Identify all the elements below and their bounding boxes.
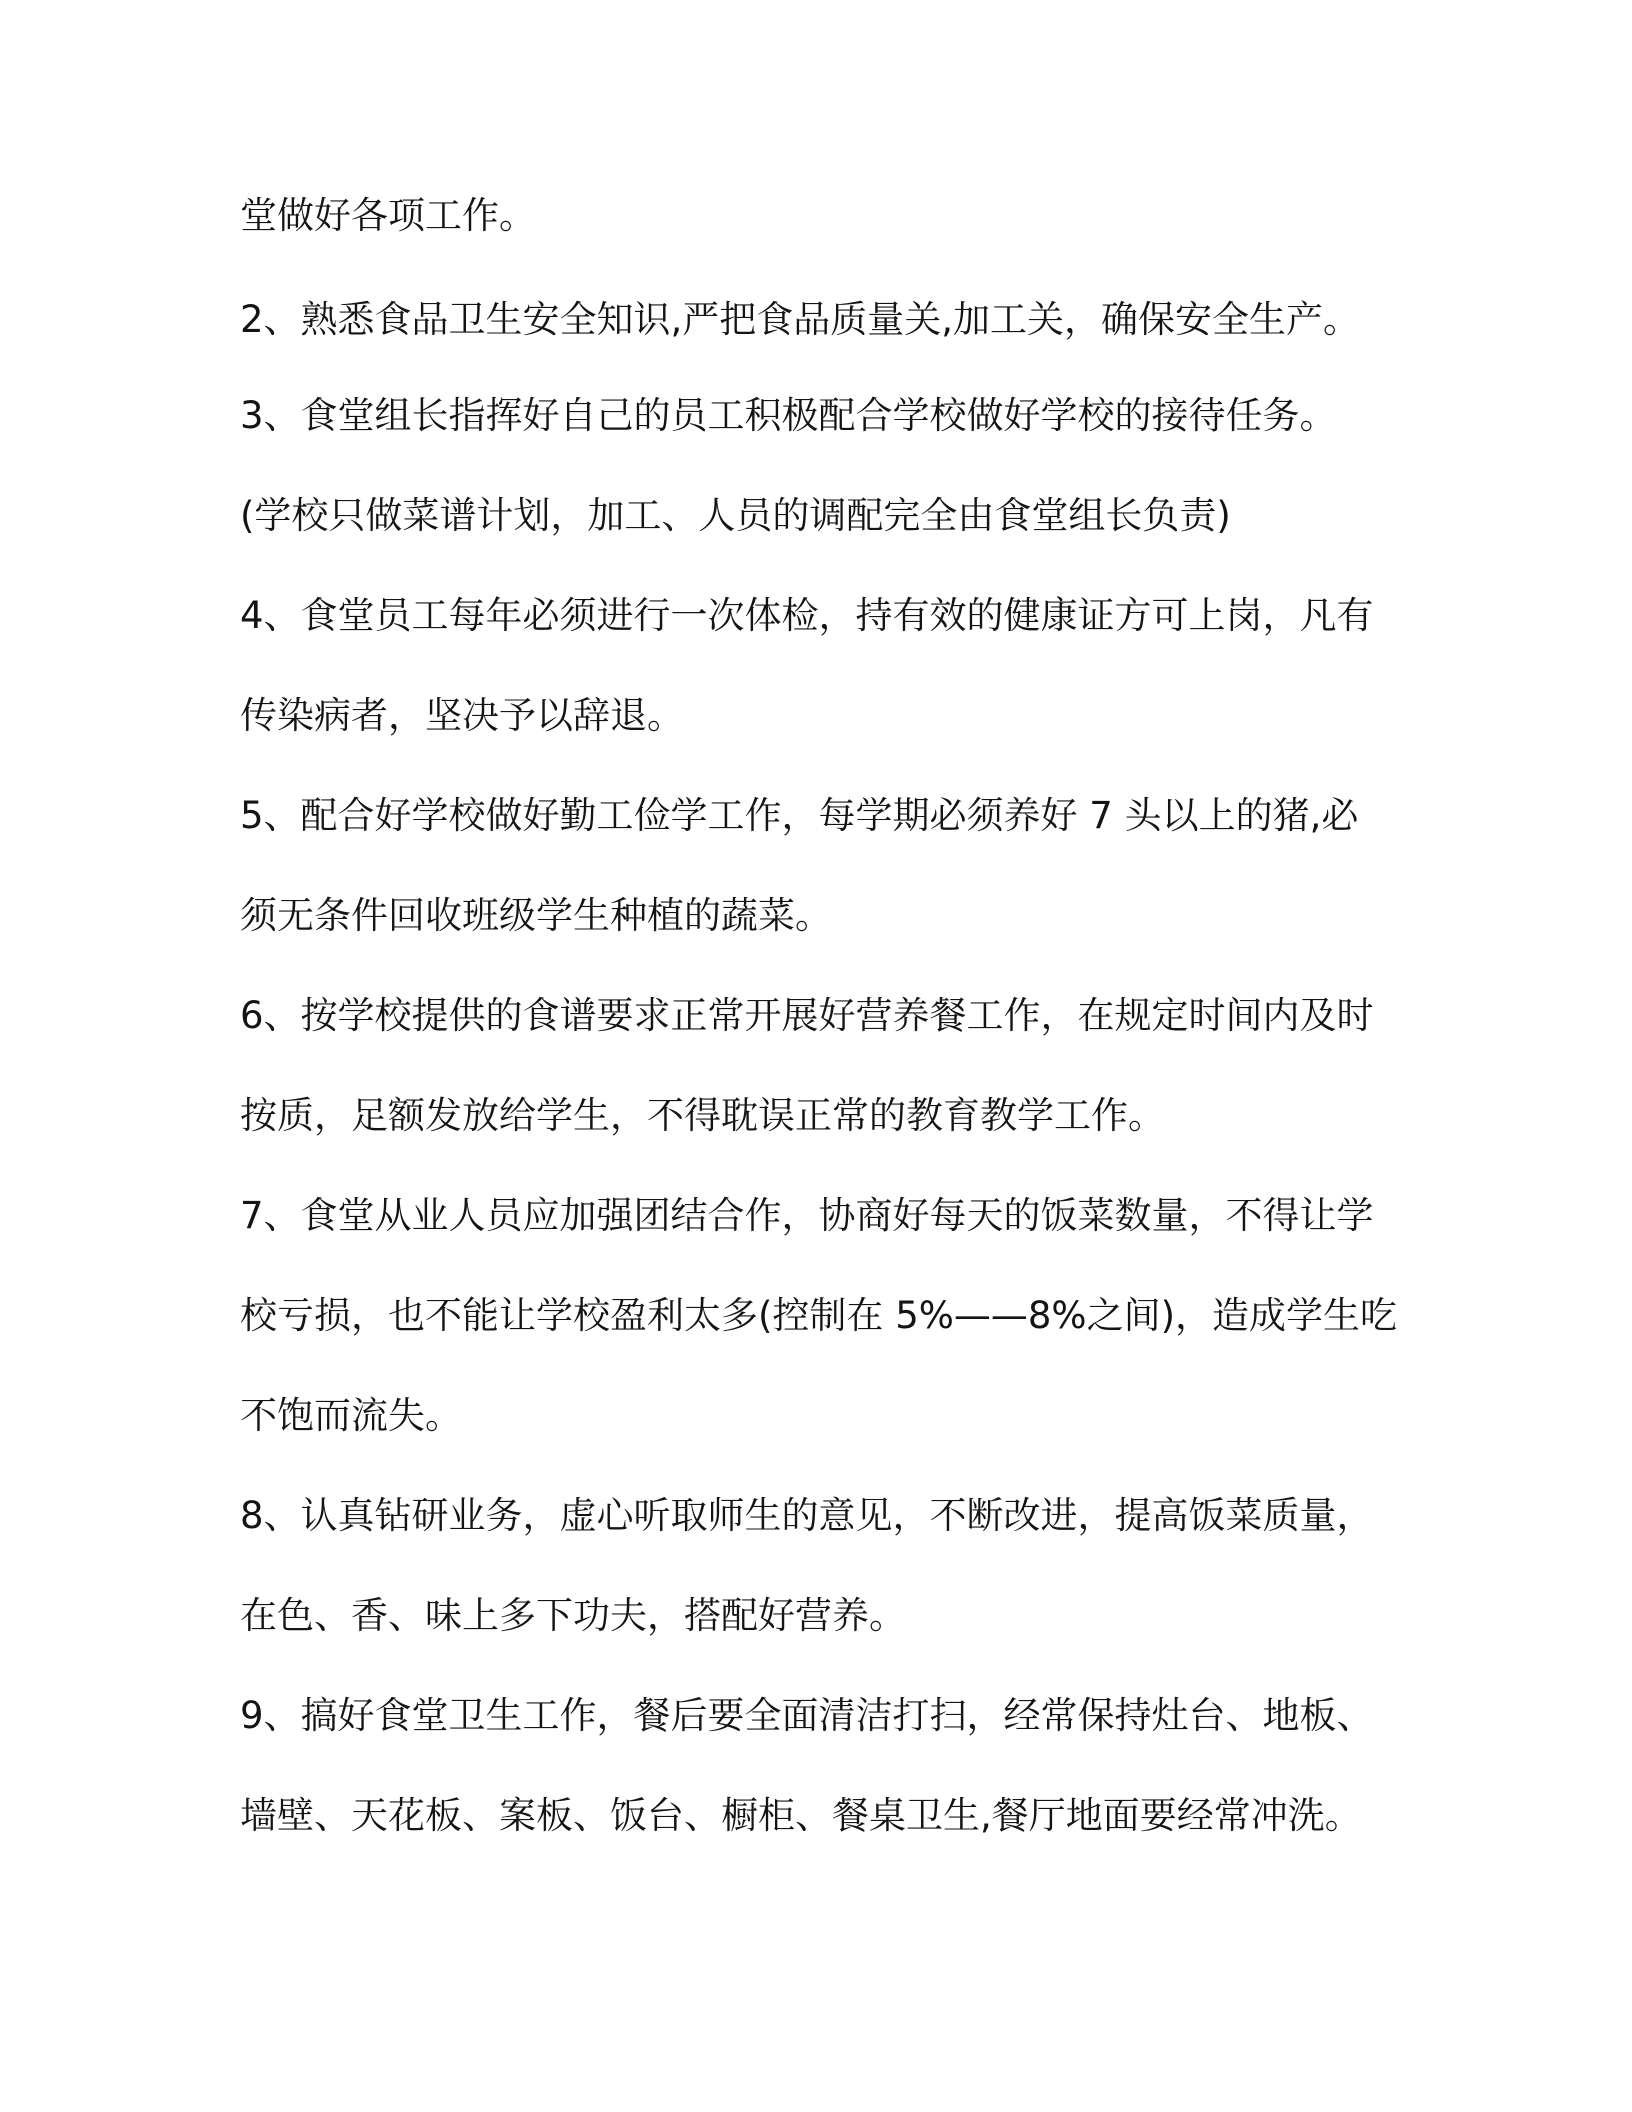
rule-item-7-cont-2: 不饱而流失。 — [240, 1394, 462, 1437]
rule-item-9-cont: 墙壁、天花板、案板、饭台、橱柜、餐桌卫生,餐厅地面要经常冲洗。 — [240, 1794, 1362, 1837]
rule-item-8-cont: 在色、香、味上多下功夫，搭配好营养。 — [240, 1594, 906, 1637]
rule-item-7-cont: 校亏损，也不能让学校盈利太多(控制在 5%——8%之间)，造成学生吃 — [240, 1294, 1398, 1337]
rule-item-5: 5、配合好学校做好勤工俭学工作，每学期必须养好 7 头以上的猪,必 — [240, 794, 1359, 837]
rule-item-4: 4、食堂员工每年必须进行一次体检，持有效的健康证方可上岗，凡有 — [240, 594, 1374, 637]
rule-item-3-note: (学校只做菜谱计划，加工、人员的调配完全由食堂组长负责) — [240, 494, 1231, 537]
rule-item-8: 8、认真钻研业务，虚心听取师生的意见，不断改进，提高饭菜质量， — [240, 1494, 1374, 1537]
rule-item-6: 6、按学校提供的食谱要求正常开展好营养餐工作，在规定时间内及时 — [240, 994, 1374, 1037]
text-line-continuation: 堂做好各项工作。 — [240, 194, 536, 237]
rule-item-9: 9、搞好食堂卫生工作，餐后要全面清洁打扫，经常保持灶台、地板、 — [240, 1694, 1374, 1737]
rule-item-6-cont: 按质，足额发放给学生，不得耽误正常的教育教学工作。 — [240, 1094, 1165, 1137]
rule-item-7: 7、食堂从业人员应加强团结合作，协商好每天的饭菜数量，不得让学 — [240, 1194, 1374, 1237]
rule-item-4-cont: 传染病者，坚决予以辞退。 — [240, 694, 684, 737]
rule-item-5-cont: 须无条件回收班级学生种植的蔬菜。 — [240, 894, 832, 937]
rule-item-2: 2、熟悉食品卫生安全知识,严把食品质量关,加工关，确保安全生产。 — [240, 298, 1361, 341]
rule-item-3: 3、食堂组长指挥好自己的员工积极配合学校做好学校的接待任务。 — [240, 394, 1337, 437]
